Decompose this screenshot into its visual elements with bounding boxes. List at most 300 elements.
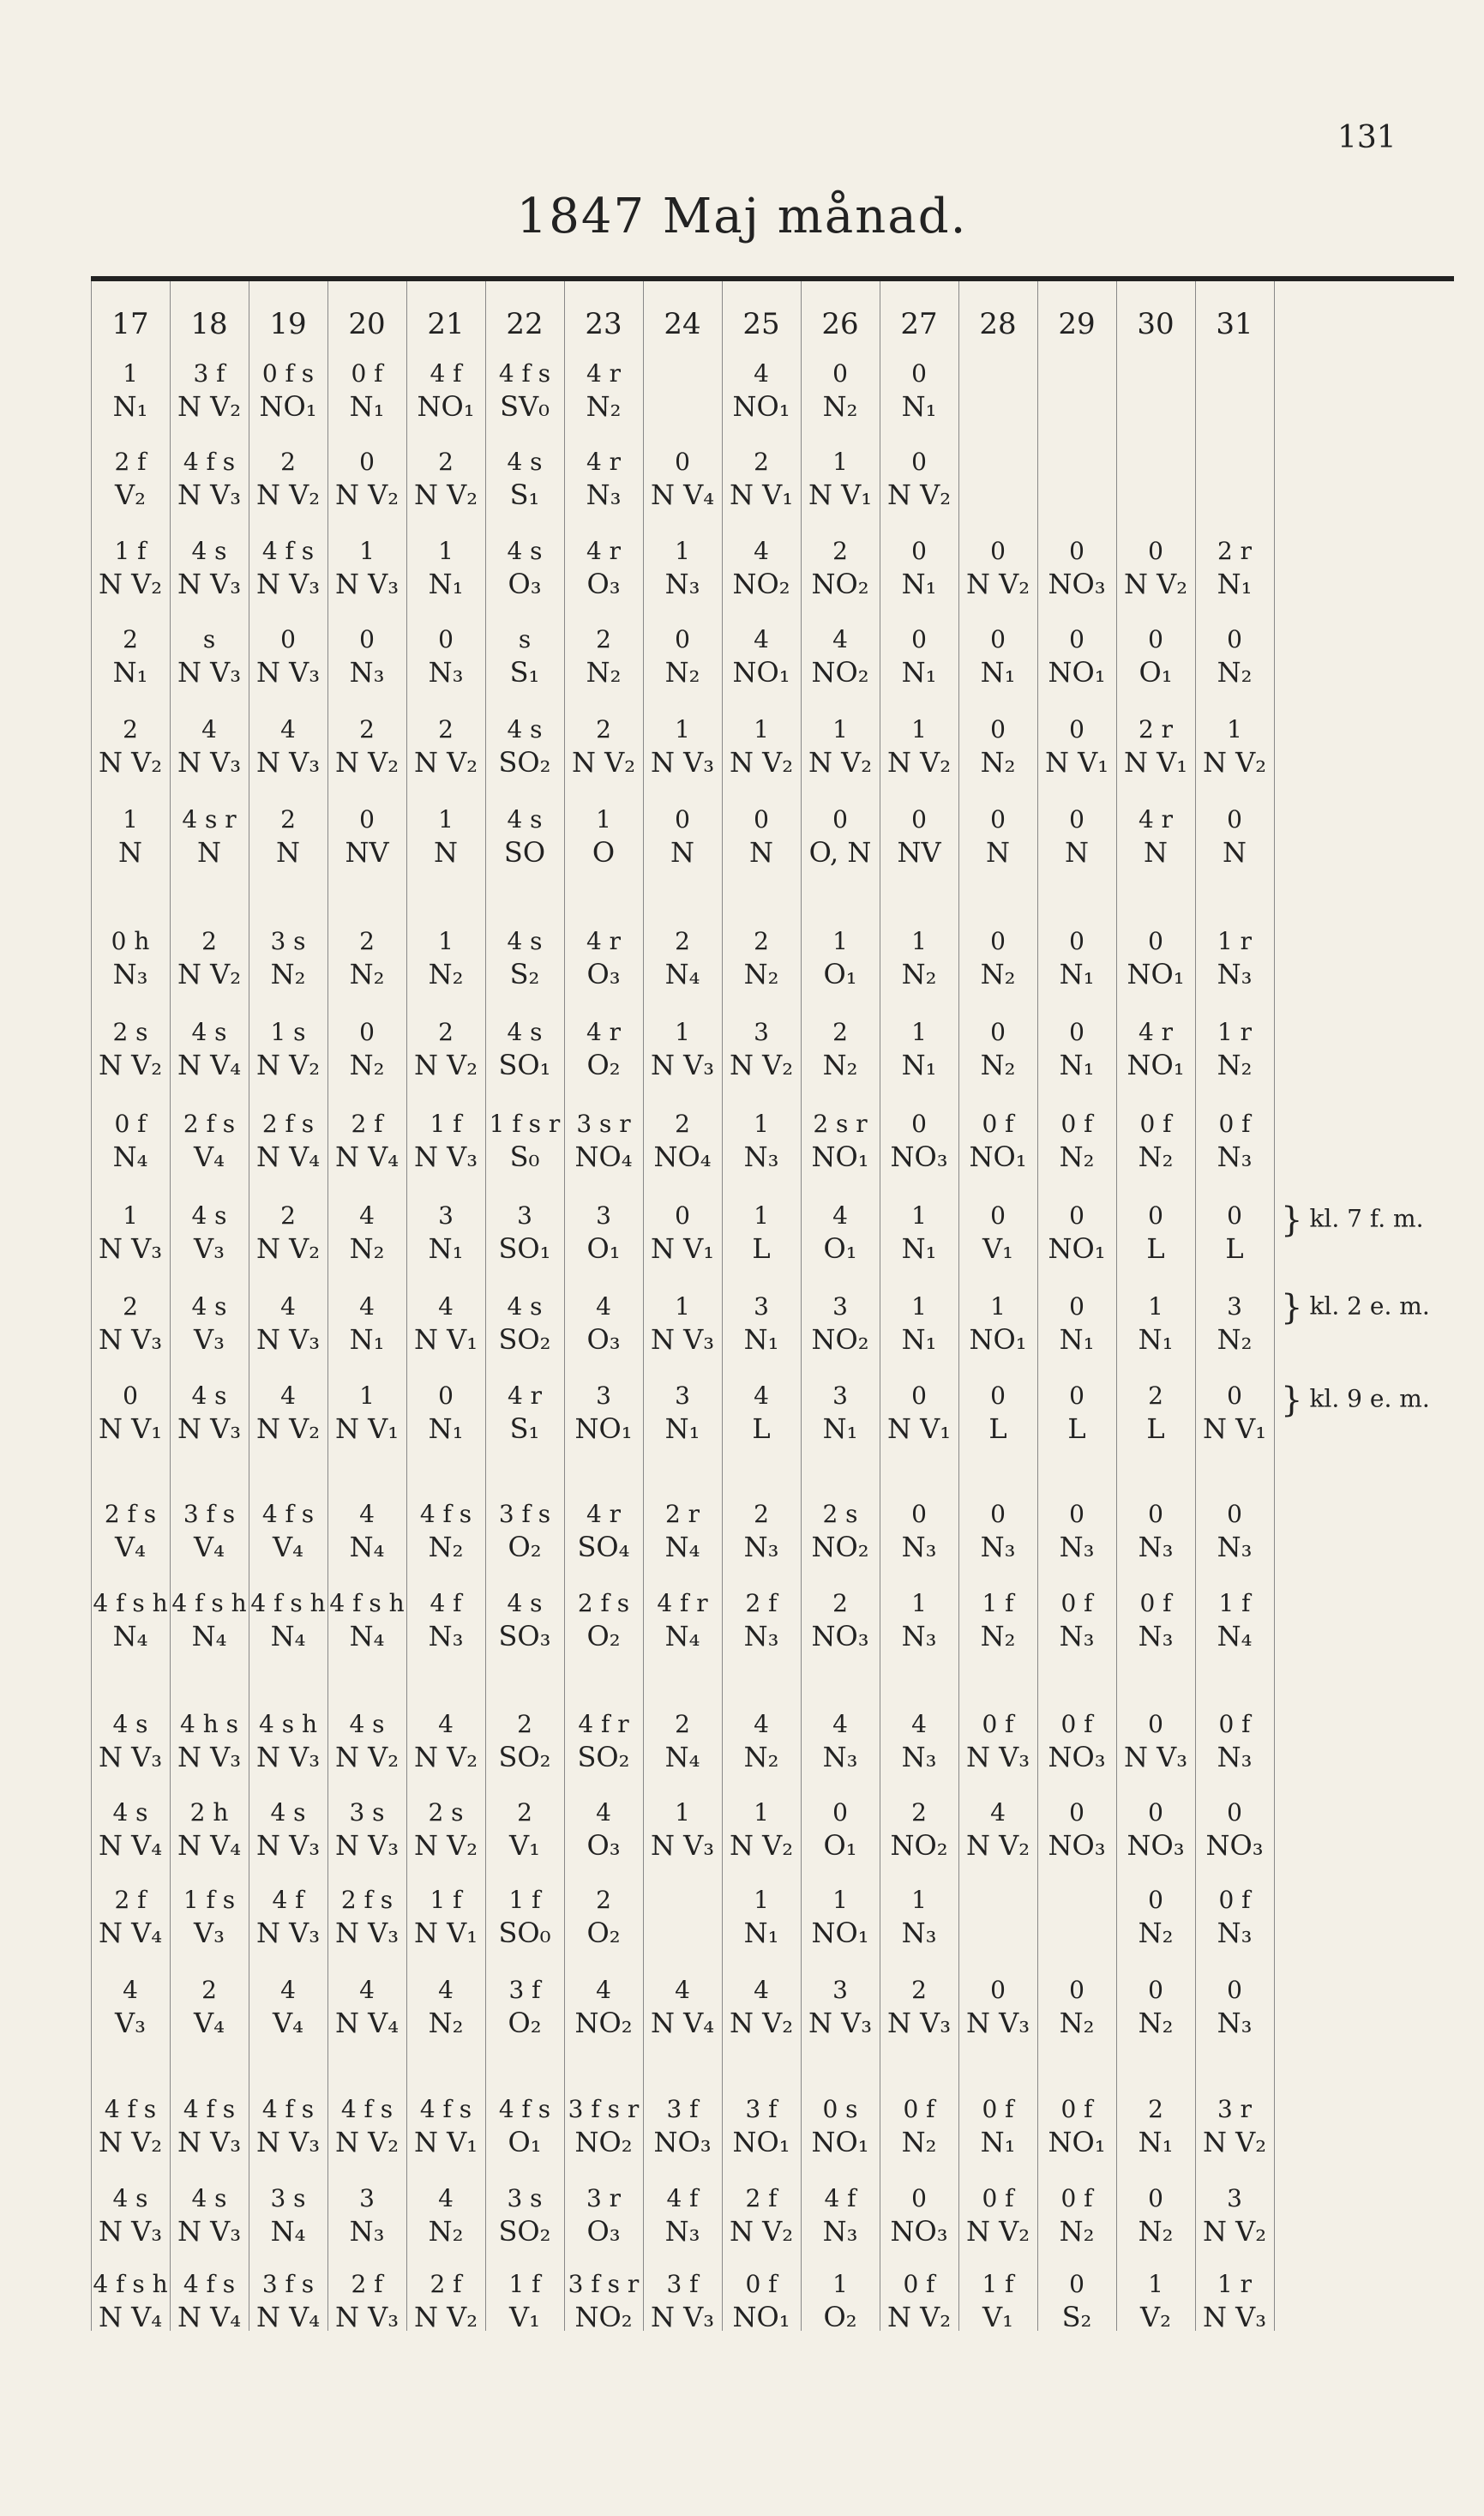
wind-value: V₄ xyxy=(194,2007,225,2040)
cloud-value: 1 f xyxy=(508,2270,541,2298)
cloud-value: 0 f xyxy=(1060,1710,1093,1738)
wind-value: O₂ xyxy=(586,1917,621,1950)
observation-cell xyxy=(485,2183,564,2250)
cloud-value: 4 s xyxy=(112,2184,148,2212)
wind-value: O₂ xyxy=(823,2301,857,2334)
observation-cell xyxy=(722,1017,801,1084)
cloud-value: 4 r xyxy=(586,359,622,388)
observation-cell xyxy=(327,714,406,781)
cloud-value: 0 xyxy=(1227,805,1242,834)
wind-value: N V₂ xyxy=(1202,2215,1267,2248)
wind-value: N V₃ xyxy=(965,1741,1030,1774)
cloud-value: 0 xyxy=(1069,1201,1084,1230)
observation-cell xyxy=(406,804,485,871)
observation-cell xyxy=(722,358,801,425)
observation-cell xyxy=(643,1291,722,1358)
wind-value: SO xyxy=(503,836,546,870)
observation-cell xyxy=(880,1797,958,1864)
observation-cell xyxy=(327,1291,406,1358)
wind-value: N V₃ xyxy=(650,1829,715,1863)
observation-cell xyxy=(406,2269,485,2336)
observation-cell xyxy=(170,1291,249,1358)
observation-cell xyxy=(1037,1381,1116,1448)
wind-value: N₁ xyxy=(1059,1049,1095,1082)
cloud-value: 1 f xyxy=(508,1886,541,1914)
cloud-value: 0 xyxy=(438,1381,454,1410)
wind-value: N V₂ xyxy=(965,1829,1030,1863)
day-header: 31 xyxy=(1216,307,1253,341)
wind-value: N V₄ xyxy=(98,2301,163,2334)
wind-value: N₁ xyxy=(1059,958,1095,991)
cloud-value: 0 f xyxy=(1218,1710,1251,1738)
cloud-value: 4 s xyxy=(507,1018,543,1046)
cloud-value: 2 f s xyxy=(340,1886,394,1914)
cloud-value: 0 xyxy=(1227,1976,1242,2004)
observation-cell xyxy=(801,1709,880,1776)
cloud-value: 1 xyxy=(1148,1292,1163,1321)
cloud-value: 3 xyxy=(832,1292,848,1321)
cloud-value: 0 xyxy=(911,448,927,476)
cloud-value: 3 f s xyxy=(261,2270,315,2298)
wind-value: N V₃ xyxy=(965,2007,1030,2040)
cloud-value: 4 r xyxy=(586,1018,622,1046)
wind-value: O xyxy=(592,836,616,870)
observation-cell xyxy=(170,1975,249,2042)
cloud-value: 0 xyxy=(1069,1018,1084,1046)
cloud-value: 0 xyxy=(832,359,848,388)
wind-value: NO₂ xyxy=(574,2007,633,2040)
cloud-value: 3 r xyxy=(1217,2095,1253,2123)
wind-value: N V₄ xyxy=(650,2007,715,2040)
wind-value: N₃ xyxy=(349,2215,385,2248)
cloud-value: 0 xyxy=(359,805,375,834)
cloud-value: 0 xyxy=(1069,1500,1084,1528)
observation-cell xyxy=(722,2094,801,2161)
cloud-value: 4 s xyxy=(507,1292,543,1321)
observation-cell xyxy=(485,926,564,993)
wind-value: N V₄ xyxy=(255,1141,321,1174)
observation-cell xyxy=(643,624,722,691)
wind-value: N₃ xyxy=(1217,958,1253,991)
cloud-value: 3 xyxy=(1227,1292,1242,1321)
observation-cell xyxy=(564,1797,643,1864)
observation-cell xyxy=(91,2094,170,2161)
observation-cell xyxy=(91,2183,170,2250)
wind-value: O, N xyxy=(808,836,872,870)
wind-value: N V₂ xyxy=(965,568,1030,601)
wind-value: N V₃ xyxy=(177,1412,242,1446)
day-header: 18 xyxy=(190,307,228,341)
cloud-value: 2 xyxy=(123,715,138,743)
wind-value: V₂ xyxy=(1140,2301,1171,2334)
observation-cell xyxy=(406,1709,485,1776)
wind-value: N₁ xyxy=(901,1049,937,1082)
wind-value: NO₁ xyxy=(732,2301,790,2334)
cloud-value: 2 f xyxy=(351,2270,383,2298)
wind-value: N₂ xyxy=(901,958,937,991)
observation-cell xyxy=(406,1017,485,1084)
observation-cell xyxy=(564,1381,643,1448)
wind-value: NO₂ xyxy=(811,1323,869,1357)
cloud-value: 0 xyxy=(359,448,375,476)
cloud-value: 4 xyxy=(832,625,848,653)
wind-value: N₃ xyxy=(1138,1531,1174,1564)
cloud-value: 4 xyxy=(911,1710,927,1738)
wind-value: N V₃ xyxy=(177,1741,242,1774)
cloud-value: 1 xyxy=(911,1589,927,1617)
wind-value: N V₂ xyxy=(413,1049,478,1082)
cloud-value: 0 xyxy=(1069,805,1084,834)
wind-value: N₃ xyxy=(822,1741,858,1774)
wind-value: V₁ xyxy=(982,1232,1013,1266)
cloud-value: 0 f xyxy=(1139,1110,1172,1138)
wind-value: N₁ xyxy=(349,390,385,424)
observation-cell xyxy=(722,1499,801,1566)
wind-value: N V₃ xyxy=(413,1141,478,1174)
wind-value: N V₂ xyxy=(571,746,636,779)
observation-cell xyxy=(722,2183,801,2250)
cloud-value: 1 xyxy=(754,1886,769,1914)
wind-value: V₄ xyxy=(115,1531,146,1564)
cloud-value: 4 f s xyxy=(261,1500,315,1528)
cloud-value: 4 s xyxy=(270,1798,306,1827)
wind-value: N V₃ xyxy=(255,2126,321,2159)
day-header: 23 xyxy=(585,307,622,341)
observation-cell xyxy=(801,714,880,781)
wind-value: N₂ xyxy=(1059,2215,1095,2248)
observation-cell xyxy=(249,1885,327,1952)
observation-cell xyxy=(249,447,327,514)
observation-cell xyxy=(801,1975,880,2042)
observation-cell xyxy=(327,447,406,514)
cloud-value: 2 xyxy=(675,1110,690,1138)
observation-cell xyxy=(1037,1797,1116,1864)
wind-value: N V₂ xyxy=(886,479,952,512)
observation-cell xyxy=(1037,1201,1116,1267)
observation-cell xyxy=(801,358,880,425)
observation-cell xyxy=(958,2183,1037,2250)
cloud-value: 3 f s xyxy=(498,1500,551,1528)
wind-value: N₂ xyxy=(1138,2007,1174,2040)
cloud-value: 0 xyxy=(911,359,927,388)
observation-cell xyxy=(880,2183,958,2250)
cloud-value: 0 xyxy=(438,625,454,653)
observation-cell xyxy=(958,1499,1037,1566)
cloud-value: 4 h s xyxy=(179,1710,239,1738)
cloud-value: 0 s xyxy=(822,2095,858,2123)
wind-value: N V₁ xyxy=(729,479,794,512)
observation-cell xyxy=(327,1709,406,1776)
observation-cell xyxy=(643,1017,722,1084)
wind-value: N₃ xyxy=(1217,1531,1253,1564)
cloud-value: 0 f xyxy=(903,2270,935,2298)
cloud-value: 4 xyxy=(280,1381,296,1410)
cloud-value: 2 xyxy=(596,625,611,653)
observation-cell xyxy=(722,2269,801,2336)
observation-cell xyxy=(1116,1201,1195,1267)
cloud-value: 1 xyxy=(754,1798,769,1827)
cloud-value: 2 xyxy=(1148,2095,1163,2123)
wind-value: N V₃ xyxy=(255,568,321,601)
observation-cell xyxy=(91,1588,170,1655)
wind-value: N V₃ xyxy=(886,2007,952,2040)
cloud-value: 0 xyxy=(911,1110,927,1138)
cloud-value: 4 xyxy=(280,1976,296,2004)
observation-cell xyxy=(485,1709,564,1776)
wind-value: NO₁ xyxy=(732,656,790,689)
observation-cell xyxy=(91,1709,170,1776)
observation-cell xyxy=(327,2269,406,2336)
observation-cell xyxy=(170,1017,249,1084)
observation-cell xyxy=(722,804,801,871)
observation-cell xyxy=(485,1975,564,2042)
cloud-value: 1 xyxy=(754,715,769,743)
wind-value: NO₃ xyxy=(1205,1829,1264,1863)
cloud-value: 1 xyxy=(123,1201,138,1230)
observation-cell xyxy=(1195,804,1274,871)
wind-value: N₁ xyxy=(1138,2126,1174,2159)
wind-value: SO₂ xyxy=(498,1741,551,1774)
observation-table xyxy=(91,281,1283,2334)
observation-cell xyxy=(958,1017,1037,1084)
wind-value: SO₂ xyxy=(498,746,551,779)
cloud-value: 0 f xyxy=(1139,1589,1172,1617)
observation-cell xyxy=(1195,1381,1274,1448)
observation-cell xyxy=(1116,714,1195,781)
observation-cell xyxy=(170,2269,249,2336)
wind-value: N₄ xyxy=(664,1741,700,1774)
wind-value: O₃ xyxy=(586,1829,621,1863)
observation-cell xyxy=(801,926,880,993)
wind-value: N₂ xyxy=(428,958,464,991)
observation-cell xyxy=(1037,926,1116,993)
cloud-value: 0 f xyxy=(1060,2095,1093,2123)
wind-value: N V₁ xyxy=(808,479,873,512)
wind-value: SO₂ xyxy=(498,2215,551,2248)
cloud-value: 2 f s xyxy=(104,1500,157,1528)
observation-cell xyxy=(958,2094,1037,2161)
cloud-value: 4 xyxy=(596,1292,611,1321)
cloud-value: 4 f xyxy=(824,2184,856,2212)
cloud-value: 4 f r xyxy=(578,1710,629,1738)
cloud-value: 0 xyxy=(911,537,927,565)
observation-cell xyxy=(249,1709,327,1776)
wind-value: N₃ xyxy=(1217,2007,1253,2040)
day-header: 29 xyxy=(1058,307,1096,341)
observation-cell xyxy=(485,1885,564,1952)
wind-value: N V₂ xyxy=(729,746,794,779)
cloud-value: 1 xyxy=(675,1018,690,1046)
observation-cell xyxy=(643,447,722,514)
observation-cell xyxy=(564,714,643,781)
cloud-value: 0 xyxy=(1148,537,1163,565)
wind-value: N₂ xyxy=(428,2007,464,2040)
wind-value: N xyxy=(118,836,142,870)
cloud-value: 4 f s h xyxy=(250,1589,326,1617)
cloud-value: 4 f s xyxy=(261,2095,315,2123)
wind-value: NO₂ xyxy=(574,2126,633,2159)
cloud-value: 3 f xyxy=(666,2270,699,2298)
observation-cell xyxy=(170,536,249,603)
cloud-value: 4 s xyxy=(507,1589,543,1617)
cloud-value: 2 r xyxy=(664,1500,700,1528)
brace-icon: } xyxy=(1281,1201,1303,1240)
wind-value: N₂ xyxy=(1059,2007,1095,2040)
brace-icon: } xyxy=(1281,1381,1303,1420)
observation-cell xyxy=(249,1797,327,1864)
observation-cell xyxy=(801,1201,880,1267)
observation-cell xyxy=(249,1975,327,2042)
cloud-value: 0 f xyxy=(982,2184,1014,2212)
observation-cell xyxy=(958,536,1037,603)
observation-cell xyxy=(643,2183,722,2250)
observation-cell xyxy=(1195,1499,1274,1566)
cloud-value: 3 xyxy=(596,1201,611,1230)
wind-value: N₁ xyxy=(1217,568,1253,601)
observation-cell xyxy=(170,624,249,691)
observation-cell xyxy=(249,1499,327,1566)
observation-cell xyxy=(327,2094,406,2161)
wind-value: N V₃ xyxy=(98,1232,163,1266)
observation-cell xyxy=(643,2094,722,2161)
observation-cell xyxy=(406,2094,485,2161)
observation-cell xyxy=(1037,2183,1116,2250)
observation-cell xyxy=(958,926,1037,993)
observation-cell xyxy=(1116,804,1195,871)
cloud-value: 1 xyxy=(1148,2270,1163,2298)
cloud-value: 2 r xyxy=(1138,715,1174,743)
observation-cell xyxy=(564,624,643,691)
wind-value: NO₄ xyxy=(574,1141,633,1174)
cloud-value: 4 xyxy=(754,625,769,653)
observation-cell xyxy=(801,1381,880,1448)
observation-cell xyxy=(249,1588,327,1655)
observation-cell xyxy=(406,536,485,603)
wind-value: N₂ xyxy=(1217,1049,1253,1082)
cloud-value: 1 xyxy=(911,1018,927,1046)
observation-cell xyxy=(1195,1975,1274,2042)
cloud-value: 4 s r xyxy=(182,805,237,834)
wind-value: N xyxy=(749,836,773,870)
wind-value: NO₂ xyxy=(574,2301,633,2334)
wind-value: N V₃ xyxy=(177,479,242,512)
cloud-value: 0 xyxy=(911,625,927,653)
cloud-value: 2 xyxy=(438,1018,454,1046)
wind-value: O₂ xyxy=(586,1620,621,1653)
observation-cell xyxy=(327,1499,406,1566)
cloud-value: 0 f xyxy=(1218,1886,1251,1914)
wind-value: N V₃ xyxy=(98,1741,163,1774)
observation-cell xyxy=(485,1017,564,1084)
cloud-value: 0 xyxy=(990,1018,1006,1046)
observation-cell xyxy=(91,804,170,871)
observation-cell xyxy=(564,1975,643,2042)
cloud-value: 3 s r xyxy=(576,1110,631,1138)
cloud-value: 2 f xyxy=(351,1110,383,1138)
observation-cell xyxy=(1195,1885,1274,1952)
cloud-value: 3 s xyxy=(270,927,306,955)
wind-value: N₁ xyxy=(980,2126,1016,2159)
observation-cell xyxy=(801,447,880,514)
wind-value: NO₃ xyxy=(1048,568,1106,601)
cloud-value: 1 xyxy=(911,1292,927,1321)
cloud-value: 0 f xyxy=(1060,2184,1093,2212)
observation-cell xyxy=(406,2183,485,2250)
observation-cell xyxy=(801,536,880,603)
wind-value: N₃ xyxy=(428,1620,464,1653)
observation-cell xyxy=(801,1017,880,1084)
observation-cell xyxy=(406,1109,485,1176)
cloud-value: 0 f s xyxy=(261,359,315,388)
wind-value: N₃ xyxy=(349,656,385,689)
wind-value: N V₄ xyxy=(177,1829,242,1863)
wind-value: N₁ xyxy=(664,1412,700,1446)
observation-cell xyxy=(249,2269,327,2336)
observation-cell xyxy=(801,1797,880,1864)
observation-cell xyxy=(249,2094,327,2161)
cloud-value: 2 f s xyxy=(183,1110,236,1138)
observation-cell xyxy=(1037,624,1116,691)
wind-value: N₂ xyxy=(1217,1323,1253,1357)
cloud-value: 4 s xyxy=(507,805,543,834)
wind-value: N V₃ xyxy=(255,1917,321,1950)
cloud-value: 0 f xyxy=(1218,1110,1251,1138)
cloud-value: 0 f xyxy=(982,1710,1014,1738)
cloud-value: 0 xyxy=(1148,625,1163,653)
wind-value: NO₃ xyxy=(890,2215,948,2248)
wind-value: N₃ xyxy=(112,958,148,991)
cloud-value: 2 xyxy=(201,1976,217,2004)
cloud-value: 4 xyxy=(359,1201,375,1230)
observation-cell xyxy=(1037,2269,1116,2336)
cloud-value: 4 f s h xyxy=(171,1589,247,1617)
cloud-value: 3 xyxy=(754,1292,769,1321)
wind-value: N V₁ xyxy=(334,1412,400,1446)
cloud-value: 1 xyxy=(123,805,138,834)
wind-value: O₁ xyxy=(823,958,857,991)
wind-value: NO₂ xyxy=(890,1829,948,1863)
observation-cell xyxy=(249,1381,327,1448)
day-header: 30 xyxy=(1137,307,1175,341)
wind-value: N V₁ xyxy=(1123,746,1188,779)
cloud-value: 4 f s h xyxy=(93,2270,168,2298)
cloud-value: 3 xyxy=(438,1201,454,1230)
wind-value: N₂ xyxy=(586,390,622,424)
wind-value: N₂ xyxy=(980,1620,1016,1653)
wind-value: N₃ xyxy=(901,1531,937,1564)
wind-value: NO₁ xyxy=(969,1323,1027,1357)
observation-cell xyxy=(406,358,485,425)
wind-value: N xyxy=(1144,836,1168,870)
wind-value: N xyxy=(1065,836,1089,870)
cloud-value: 4 r xyxy=(507,1381,543,1410)
cloud-value: 4 xyxy=(832,1710,848,1738)
observation-cell xyxy=(801,1499,880,1566)
wind-value: N V₂ xyxy=(334,746,400,779)
cloud-value: 3 r xyxy=(586,2184,622,2212)
observation-cell xyxy=(485,804,564,871)
observation-cell xyxy=(1195,2183,1274,2250)
wind-value: NO₁ xyxy=(732,390,790,424)
observation-cell xyxy=(880,1885,958,1952)
wind-value: V₃ xyxy=(194,1323,225,1357)
observation-cell xyxy=(327,1885,406,1952)
cloud-value: 1 xyxy=(990,1292,1006,1321)
cloud-value: 4 xyxy=(359,1976,375,2004)
observation-cell xyxy=(1037,804,1116,871)
wind-value: N xyxy=(986,836,1010,870)
cloud-value: 4 f s xyxy=(419,1500,472,1528)
